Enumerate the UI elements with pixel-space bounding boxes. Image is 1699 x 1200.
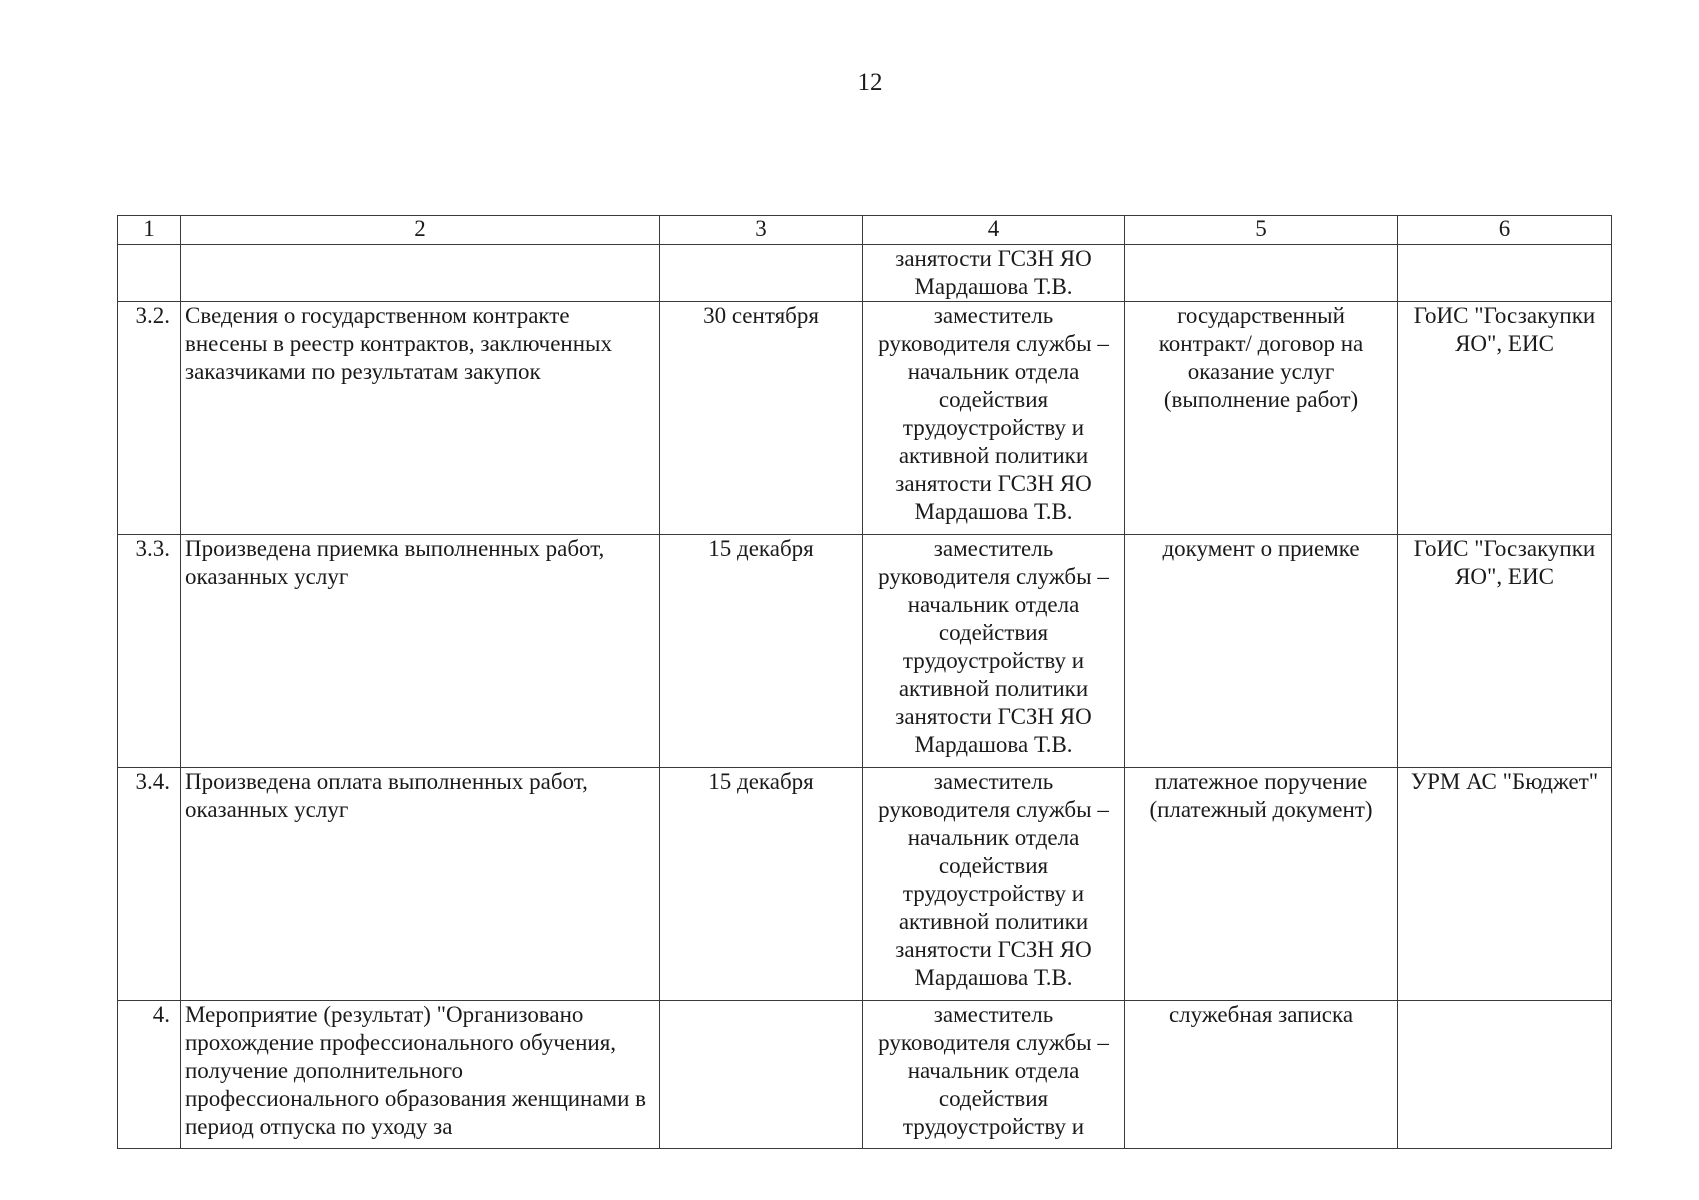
cell-system: ГоИС "Госзакупки ЯО", ЕИС <box>1398 535 1612 768</box>
table-row <box>118 1001 1612 1149</box>
cell-document: государственный контракт/ договор на оказание услуг (выполнение работ) <box>1125 302 1398 535</box>
cell-responsible: заместитель руководителя службы – начальник отдела содействия трудоустройству и активной политики занятости ГСЗН ЯО Мардашова Т.В. <box>863 768 1125 1001</box>
cell-num: 3.2. <box>118 302 181 535</box>
table-row <box>118 535 1612 768</box>
cell-description: Произведена оплата выполненных работ, оказанных услуг <box>181 768 660 1001</box>
cell-deadline: 30 сентября <box>660 302 863 535</box>
cell-num: 3.3. <box>118 535 181 768</box>
cell-description <box>181 245 660 302</box>
cell-system <box>1398 1001 1612 1149</box>
header-cell-5: 5 <box>1125 216 1398 245</box>
table-row-continuation <box>118 245 1612 302</box>
cell-document <box>1125 245 1398 302</box>
cell-document: платежное поручение (платежный документ) <box>1125 768 1398 1001</box>
header-cell-2: 2 <box>181 216 660 245</box>
cell-responsible: занятости ГСЗН ЯО Мардашова Т.В. <box>863 245 1125 302</box>
table-row <box>118 768 1612 1001</box>
cell-responsible: заместитель руководителя службы – начальник отдела содействия трудоустройству и <box>863 1001 1125 1149</box>
cell-system: ГоИС "Госзакупки ЯО", ЕИС <box>1398 302 1612 535</box>
cell-system: УРМ АС "Бюджет" <box>1398 768 1612 1001</box>
cell-num: 3.4. <box>118 768 181 1001</box>
cell-responsible: заместитель руководителя службы – начальник отдела содействия трудоустройству и активной политики занятости ГСЗН ЯО Мардашова Т.В. <box>863 535 1125 768</box>
cell-description: Сведения о государственном контракте внесены в реестр контрактов, заключенных заказчиками по результатам закупок <box>181 302 660 535</box>
plan-table <box>117 215 1612 1149</box>
cell-num: 4. <box>118 1001 181 1149</box>
cell-description: Мероприятие (результат) "Организовано прохождение профессионального обучения, получение дополнительного профессионального образования женщинами в период отпуска по уходу за <box>181 1001 660 1149</box>
cell-deadline: 15 декабря <box>660 535 863 768</box>
header-cell-3: 3 <box>660 216 863 245</box>
cell-description: Произведена приемка выполненных работ, оказанных услуг <box>181 535 660 768</box>
cell-system <box>1398 245 1612 302</box>
page-number: 12 <box>857 69 883 96</box>
cell-deadline <box>660 245 863 302</box>
cell-deadline: 15 декабря <box>660 768 863 1001</box>
cell-document: служебная записка <box>1125 1001 1398 1149</box>
cell-deadline <box>660 1001 863 1149</box>
header-cell-1: 1 <box>118 216 181 245</box>
header-cell-6: 6 <box>1398 216 1612 245</box>
cell-num <box>118 245 181 302</box>
cell-responsible: заместитель руководителя службы – начальник отдела содействия трудоустройству и активной политики занятости ГСЗН ЯО Мардашова Т.В. <box>863 302 1125 535</box>
header-cell-4: 4 <box>863 216 1125 245</box>
table-header-row <box>118 216 1612 245</box>
table-row <box>118 302 1612 535</box>
cell-document: документ о приемке <box>1125 535 1398 768</box>
